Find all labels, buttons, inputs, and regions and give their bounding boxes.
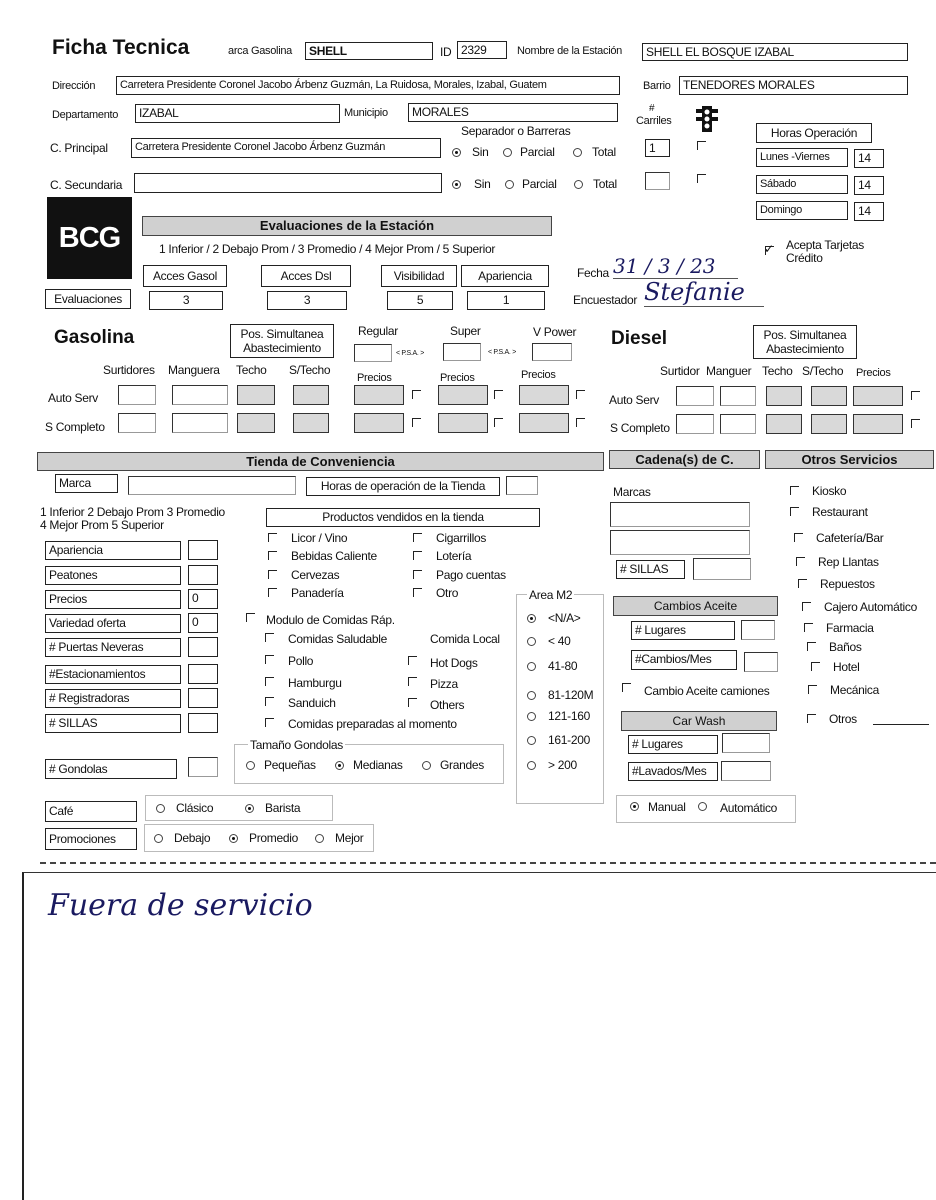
gas-precio-check-0-0[interactable] bbox=[412, 390, 421, 399]
gas-precio-check-0-1[interactable] bbox=[494, 390, 503, 399]
sin-label-2: Sin bbox=[474, 177, 491, 191]
gas-precio-0-1[interactable] bbox=[438, 385, 488, 405]
municipio-field[interactable]: MORALES bbox=[408, 103, 618, 122]
marcas-field-1[interactable] bbox=[610, 502, 750, 527]
comida-label-b-2: Others bbox=[430, 698, 465, 712]
carriles-check-2[interactable] bbox=[697, 174, 706, 183]
dsl-auto-serv-label: Auto Serv bbox=[609, 393, 659, 407]
carriles-field[interactable]: 1 bbox=[645, 139, 670, 157]
area-radio-4[interactable] bbox=[527, 712, 536, 721]
otros-label-9: Mecánica bbox=[830, 683, 879, 697]
eval-item-value-2[interactable]: 5 bbox=[387, 291, 453, 310]
tienda-title: Tienda de Conveniencia bbox=[37, 452, 604, 471]
vpower-label: V Power bbox=[533, 325, 577, 339]
area-radio-1[interactable] bbox=[527, 637, 536, 646]
dsl-precio-check-0[interactable] bbox=[911, 391, 920, 400]
producto-check-a-2[interactable] bbox=[268, 570, 277, 579]
automatico-label: Automático bbox=[720, 801, 778, 815]
comida-check-a-4[interactable] bbox=[265, 718, 274, 727]
tamano-label-0: Pequeñas bbox=[264, 758, 316, 772]
tienda-rating-value-7[interactable] bbox=[188, 713, 218, 733]
regular-label: Regular bbox=[358, 324, 398, 338]
marcas-label: Marcas bbox=[613, 485, 651, 499]
otros-label-6: Farmacia bbox=[826, 621, 874, 635]
cadena-sillas-label: # SILLAS bbox=[616, 560, 685, 579]
dsl-col-precios: Precios bbox=[856, 367, 891, 379]
otros-underline bbox=[873, 724, 929, 725]
hours-label-2: Domingo bbox=[756, 201, 848, 220]
id-field[interactable]: 2329 bbox=[457, 41, 507, 59]
eval-item-value-3[interactable]: 1 bbox=[467, 291, 545, 310]
cafe-group bbox=[145, 795, 333, 821]
traffic-light-icon bbox=[694, 104, 720, 139]
psa-label-1: < P.S.A. > bbox=[396, 350, 425, 357]
tamano-radio-0[interactable] bbox=[246, 761, 255, 770]
gas-precios-1: Precios bbox=[357, 372, 392, 384]
otros-servicios-title: Otros Servicios bbox=[765, 450, 934, 469]
otros-check-6[interactable] bbox=[804, 623, 813, 632]
evaluaciones-row-label: Evaluaciones bbox=[45, 289, 131, 309]
separador-label: Separador o Barreras bbox=[461, 124, 571, 138]
gas-precio-0-2[interactable] bbox=[519, 385, 569, 405]
carriles-check-1[interactable] bbox=[697, 141, 706, 150]
producto-check-a-3[interactable] bbox=[268, 588, 277, 597]
eval-item-label-1: Acces Dsl bbox=[261, 265, 351, 287]
departamento-field[interactable]: IZABAL bbox=[135, 104, 340, 123]
producto-check-b-1[interactable] bbox=[413, 551, 422, 560]
promo-radio-2[interactable] bbox=[315, 834, 324, 843]
super-field[interactable] bbox=[443, 343, 481, 361]
horas-tienda-field[interactable] bbox=[506, 476, 538, 495]
comida-label-a-2: Hamburgu bbox=[288, 676, 342, 690]
tienda-rating-value-3[interactable]: 0 bbox=[188, 613, 218, 633]
gas-surtidores-0[interactable] bbox=[118, 385, 156, 405]
otros-label-10: Otros bbox=[829, 712, 857, 726]
lavados-label: #Lavados/Mes bbox=[628, 762, 718, 781]
direccion-label: Dirección bbox=[52, 80, 96, 92]
dsl-precio-1[interactable] bbox=[853, 414, 903, 434]
eval-item-label-3: Apariencia bbox=[461, 265, 549, 287]
fecha-label: Fecha bbox=[577, 266, 609, 280]
tienda-rating-value-1[interactable] bbox=[188, 565, 218, 585]
wash-lugares-label: # Lugares bbox=[628, 735, 718, 754]
producto-label-b-0: Cigarrillos bbox=[436, 531, 487, 545]
tienda-rating-label-5: #Estacionamientos bbox=[45, 665, 181, 684]
eval-item-label-0: Acces Gasol bbox=[143, 265, 227, 287]
marca-tienda-field[interactable] bbox=[128, 476, 296, 495]
dsl-col-manguer: Manguer bbox=[706, 364, 752, 378]
comida-check-a-3[interactable] bbox=[265, 697, 274, 706]
otros-label-5: Cajero Automático bbox=[824, 600, 917, 614]
secundaria-label: C. Secundaria bbox=[50, 178, 123, 192]
hours-label-0: Lunes -Viernes bbox=[756, 148, 848, 167]
tienda-rating-label-4: # Puertas Neveras bbox=[45, 638, 181, 657]
producto-label-b-2: Pago cuentas bbox=[436, 568, 506, 582]
encuestador-label: Encuestador bbox=[573, 293, 638, 307]
producto-label-a-1: Bebidas Caliente bbox=[291, 549, 377, 563]
gas-precio-check-1-2[interactable] bbox=[576, 418, 585, 427]
gas-precio-1-1[interactable] bbox=[438, 413, 488, 433]
vpower-field[interactable] bbox=[532, 343, 572, 361]
otros-label-8: Hotel bbox=[833, 660, 860, 674]
tienda-rating-label-6: # Registradoras bbox=[45, 689, 181, 708]
section-divider bbox=[40, 862, 936, 864]
cafe-radio-1[interactable] bbox=[245, 804, 254, 813]
producto-label-b-3: Otro bbox=[436, 586, 459, 600]
gas-stecho-0[interactable] bbox=[293, 385, 329, 405]
parcial-label-1: Parcial bbox=[520, 145, 555, 159]
dsl-surtidor-1[interactable] bbox=[676, 414, 714, 434]
otros-label-4: Repuestos bbox=[820, 577, 875, 591]
cambios-lugares-field[interactable] bbox=[741, 620, 775, 640]
regular-field[interactable] bbox=[354, 344, 392, 362]
tienda-rating-value-6[interactable] bbox=[188, 688, 218, 708]
marca-label: arca Gasolina bbox=[228, 45, 292, 57]
eval-item-value-0[interactable]: 3 bbox=[149, 291, 223, 310]
area-title: Area M2 bbox=[529, 588, 573, 602]
hours-value-2[interactable]: 14 bbox=[854, 202, 884, 221]
eval-item-value-1[interactable]: 3 bbox=[267, 291, 347, 310]
area-label-4: 121-160 bbox=[548, 709, 590, 723]
tienda-rating-label-7: # SILLAS bbox=[45, 714, 181, 733]
evaluaciones-title: Evaluaciones de la Estación bbox=[142, 216, 552, 236]
area-label-0: <N/A> bbox=[548, 611, 581, 625]
sin-radio-1[interactable] bbox=[452, 148, 461, 157]
barrio-field[interactable]: TENEDORES MORALES bbox=[679, 76, 908, 95]
gas-manguera-1[interactable] bbox=[172, 413, 228, 433]
dsl-precio-0[interactable] bbox=[853, 386, 903, 406]
cafe-radio-0[interactable] bbox=[156, 804, 165, 813]
promo-label-0: Debajo bbox=[174, 831, 211, 845]
principal-label: C. Principal bbox=[50, 141, 108, 155]
cafe-label: Café bbox=[45, 801, 137, 822]
producto-label-a-2: Cervezas bbox=[291, 568, 340, 582]
gasolina-pos-simultanea: Pos. Simultanea Abastecimiento bbox=[230, 324, 334, 358]
producto-check-a-0[interactable] bbox=[268, 533, 277, 542]
otros-label-7: Baños bbox=[829, 640, 862, 654]
otros-label-2: Cafetería/Bar bbox=[816, 531, 884, 545]
nombre-field[interactable]: SHELL EL BOSQUE IZABAL bbox=[642, 43, 908, 61]
gas-col-stecho: S/Techo bbox=[289, 363, 331, 377]
principal-field[interactable]: Carretera Presidente Coronel Jacobo Árbenz Guzmán bbox=[131, 138, 441, 158]
carriles-field-2[interactable] bbox=[645, 172, 670, 190]
hours-value-0[interactable]: 14 bbox=[854, 149, 884, 168]
comida-label-a-3: Sanduich bbox=[288, 696, 336, 710]
page-title: Ficha Tecnica bbox=[52, 36, 190, 59]
marca-field[interactable]: SHELL bbox=[305, 42, 433, 60]
comida-check-a-2[interactable] bbox=[265, 677, 274, 686]
tamano-gondolas-label: Tamaño Gondolas bbox=[250, 738, 343, 752]
producto-label-a-3: Panadería bbox=[291, 586, 344, 600]
hours-value-1[interactable]: 14 bbox=[854, 176, 884, 195]
lavados-field[interactable] bbox=[721, 761, 771, 781]
secundaria-field[interactable] bbox=[134, 173, 442, 193]
comida-label-b-0: Hot Dogs bbox=[430, 656, 478, 670]
otros-label-0: Kiosko bbox=[812, 484, 847, 498]
otros-check-1[interactable] bbox=[790, 507, 799, 516]
productos-title: Productos vendidos en la tienda bbox=[266, 508, 540, 527]
gas-col-manguera: Manguera bbox=[168, 363, 220, 377]
parcial-radio-1[interactable] bbox=[503, 148, 512, 157]
tienda-rating-label-1: Peatones bbox=[45, 566, 181, 585]
wash-lugares-field[interactable] bbox=[722, 733, 770, 753]
cambios-lugares-label: # Lugares bbox=[631, 621, 735, 640]
gas-precio-check-1-0[interactable] bbox=[412, 418, 421, 427]
super-label: Super bbox=[450, 324, 481, 338]
cambios-mes-field[interactable] bbox=[744, 652, 778, 672]
fecha-value[interactable]: 31 / 3 / 23 bbox=[613, 254, 738, 279]
comida-check-b-2[interactable] bbox=[408, 698, 417, 707]
otros-check-10[interactable] bbox=[807, 714, 816, 723]
total-label-1: Total bbox=[592, 145, 616, 159]
tamano-label-2: Grandes bbox=[440, 758, 484, 772]
comida-label-b-1: Pizza bbox=[430, 677, 458, 691]
gas-auto-serv-label: Auto Serv bbox=[48, 391, 98, 405]
producto-check-b-0[interactable] bbox=[413, 533, 422, 542]
gas-techo-0[interactable] bbox=[237, 385, 275, 405]
evaluaciones-scale: 1 Inferior / 2 Debajo Prom / 3 Promedio / 4 Mejor Prom / 5 Superior bbox=[159, 242, 496, 256]
gas-s-completo-label: S Completo bbox=[45, 420, 105, 434]
comida-check-b-0[interactable] bbox=[408, 656, 417, 665]
gondolas-label: # Gondolas bbox=[45, 759, 177, 779]
otros-check-4[interactable] bbox=[798, 579, 807, 588]
area-radio-3[interactable] bbox=[527, 691, 536, 700]
encuestador-value[interactable]: Stefanie bbox=[644, 278, 764, 307]
cambios-aceite-title: Cambios Aceite bbox=[613, 596, 778, 616]
carriles-hash: # bbox=[649, 103, 655, 114]
otros-check-0[interactable] bbox=[790, 486, 799, 495]
dsl-col-stecho: S/Techo bbox=[802, 364, 844, 378]
sin-radio-2[interactable] bbox=[452, 180, 461, 189]
tienda-rating-label-0: Apariencia bbox=[45, 541, 181, 560]
otros-check-3[interactable] bbox=[796, 557, 805, 566]
area-label-3: 81-120M bbox=[548, 688, 594, 702]
area-radio-6[interactable] bbox=[527, 761, 536, 770]
parcial-label-2: Parcial bbox=[522, 177, 557, 191]
cafe-label-0: Clásico bbox=[176, 801, 214, 815]
promociones-label: Promociones bbox=[45, 828, 137, 850]
cadena-title: Cadena(s) de C. bbox=[609, 450, 760, 469]
tienda-rating-label-3: Variedad oferta bbox=[45, 614, 181, 633]
horas-tienda-label: Horas de operación de la Tienda bbox=[306, 477, 500, 496]
psa-label-2: < P.S.A. > bbox=[488, 349, 517, 356]
otros-check-2[interactable] bbox=[794, 533, 803, 542]
dsl-col-techo: Techo bbox=[762, 364, 793, 378]
tienda-scale-2: 4 Mejor Prom 5 Superior bbox=[40, 518, 164, 532]
tienda-scale-1: 1 Inferior 2 Debajo Prom 3 Promedio bbox=[40, 505, 225, 519]
promo-label-1: Promedio bbox=[249, 831, 298, 845]
comida-check-a-0[interactable] bbox=[265, 633, 274, 642]
carriles-label: Carriles bbox=[636, 115, 672, 127]
gas-precio-check-0-2[interactable] bbox=[576, 390, 585, 399]
dsl-stecho-1[interactable] bbox=[811, 414, 847, 434]
gas-surtidores-1[interactable] bbox=[118, 413, 156, 433]
producto-check-b-3[interactable] bbox=[413, 588, 422, 597]
dsl-s-completo-label: S Completo bbox=[610, 421, 670, 435]
comida-local-label: Comida Local bbox=[430, 632, 500, 646]
area-radio-0[interactable] bbox=[527, 614, 536, 623]
dsl-techo-0[interactable] bbox=[766, 386, 802, 406]
parcial-radio-2[interactable] bbox=[505, 180, 514, 189]
gas-techo-1[interactable] bbox=[237, 413, 275, 433]
nombre-label: Nombre de la Estación bbox=[517, 45, 622, 57]
gas-manguera-0[interactable] bbox=[172, 385, 228, 405]
camiones-checkbox[interactable] bbox=[622, 683, 631, 692]
tienda-rating-value-2[interactable]: 0 bbox=[188, 589, 218, 609]
gas-stecho-1[interactable] bbox=[293, 413, 329, 433]
automatico-radio[interactable] bbox=[698, 802, 707, 811]
area-label-2: 41-80 bbox=[548, 659, 578, 673]
gas-precio-0-0[interactable] bbox=[354, 385, 404, 405]
promo-label-2: Mejor bbox=[335, 831, 364, 845]
producto-check-b-2[interactable] bbox=[413, 570, 422, 579]
gondolas-field[interactable] bbox=[188, 757, 218, 777]
dsl-col-surtidor: Surtidor bbox=[660, 364, 700, 378]
manual-label: Manual bbox=[648, 800, 686, 814]
area-radio-2[interactable] bbox=[527, 662, 536, 671]
tienda-rating-label-2: Precios bbox=[45, 590, 181, 609]
marcas-field-2[interactable] bbox=[610, 530, 750, 555]
otros-check-5[interactable] bbox=[802, 602, 811, 611]
checkmark-icon: ✓ bbox=[764, 242, 775, 256]
gasolina-title: Gasolina bbox=[54, 327, 135, 348]
area-label-6: > 200 bbox=[548, 758, 577, 772]
acepta-tarjetas-label: Acepta Tarjetas Crédito bbox=[786, 238, 864, 265]
horas-operacion-title: Horas Operación bbox=[756, 123, 872, 143]
comida-label-a-0: Comidas Saludable bbox=[288, 632, 387, 646]
otros-check-7[interactable] bbox=[807, 642, 816, 651]
gas-precios-3: Precios bbox=[521, 369, 556, 381]
comida-label-a-1: Pollo bbox=[288, 654, 314, 668]
gas-precio-1-2[interactable] bbox=[519, 413, 569, 433]
otros-label-3: Rep Llantas bbox=[818, 555, 879, 569]
comida-label-a-4: Comidas preparadas al momento bbox=[288, 717, 457, 731]
comida-check-b-1[interactable] bbox=[408, 677, 417, 686]
promo-radio-0[interactable] bbox=[154, 834, 163, 843]
modulo-checkbox[interactable] bbox=[246, 613, 255, 622]
diesel-title: Diesel bbox=[611, 328, 667, 349]
notes-text[interactable]: Fuera de servicio bbox=[48, 888, 313, 923]
total-label-2: Total bbox=[593, 177, 617, 191]
area-label-5: 161-200 bbox=[548, 733, 590, 747]
gas-precio-check-1-1[interactable] bbox=[494, 418, 503, 427]
tienda-rating-value-5[interactable] bbox=[188, 664, 218, 684]
gas-precio-1-0[interactable] bbox=[354, 413, 404, 433]
modulo-label: Modulo de Comidas Ráp. bbox=[266, 613, 395, 627]
gas-col-surtidores: Surtidores bbox=[103, 363, 155, 377]
cafe-label-1: Barista bbox=[265, 801, 301, 815]
tamano-label-1: Medianas bbox=[353, 758, 403, 772]
total-radio-1[interactable] bbox=[573, 148, 582, 157]
manual-radio[interactable] bbox=[630, 802, 639, 811]
barrio-label: Barrio bbox=[643, 80, 671, 92]
camiones-label: Cambio Aceite camiones bbox=[644, 684, 770, 698]
sin-label-1: Sin bbox=[472, 145, 489, 159]
producto-label-a-0: Licor / Vino bbox=[291, 531, 348, 545]
tienda-rating-value-0[interactable] bbox=[188, 540, 218, 560]
producto-label-b-1: Lotería bbox=[436, 549, 472, 563]
municipio-label: Municipio bbox=[344, 107, 388, 119]
tamano-radio-2[interactable] bbox=[422, 761, 431, 770]
gas-precios-2: Precios bbox=[440, 372, 475, 384]
dsl-manguer-0[interactable] bbox=[720, 386, 756, 406]
marca-tienda-label: Marca bbox=[55, 474, 118, 493]
dsl-precio-check-1[interactable] bbox=[911, 419, 920, 428]
bcg-logo: BCG bbox=[47, 197, 132, 279]
area-label-1: < 40 bbox=[548, 634, 571, 648]
otros-check-9[interactable] bbox=[808, 685, 817, 694]
gas-col-techo: Techo bbox=[236, 363, 267, 377]
car-wash-title: Car Wash bbox=[621, 711, 777, 731]
direccion-field[interactable]: Carretera Presidente Coronel Jacobo Árbenz Guzmán, La Ruidosa, Morales, Izabal, Guatem bbox=[116, 76, 620, 95]
hours-label-1: Sábado bbox=[756, 175, 848, 194]
diesel-pos-simultanea: Pos. Simultanea Abastecimiento bbox=[753, 325, 857, 359]
id-label: ID bbox=[440, 45, 452, 59]
dsl-stecho-0[interactable] bbox=[811, 386, 847, 406]
otros-check-8[interactable] bbox=[811, 662, 820, 671]
eval-item-label-2: Visibilidad bbox=[381, 265, 457, 287]
dsl-surtidor-0[interactable] bbox=[676, 386, 714, 406]
dsl-techo-1[interactable] bbox=[766, 414, 802, 434]
comida-check-a-1[interactable] bbox=[265, 655, 274, 664]
cambios-mes-label: #Cambios/Mes bbox=[631, 650, 737, 670]
departamento-label: Departamento bbox=[52, 109, 119, 121]
promo-radio-1[interactable] bbox=[229, 834, 238, 843]
total-radio-2[interactable] bbox=[574, 180, 583, 189]
otros-label-1: Restaurant bbox=[812, 505, 868, 519]
tamano-radio-1[interactable] bbox=[335, 761, 344, 770]
producto-check-a-1[interactable] bbox=[268, 551, 277, 560]
cadena-sillas-field[interactable] bbox=[693, 558, 751, 580]
dsl-manguer-1[interactable] bbox=[720, 414, 756, 434]
tienda-rating-value-4[interactable] bbox=[188, 637, 218, 657]
area-radio-5[interactable] bbox=[527, 736, 536, 745]
